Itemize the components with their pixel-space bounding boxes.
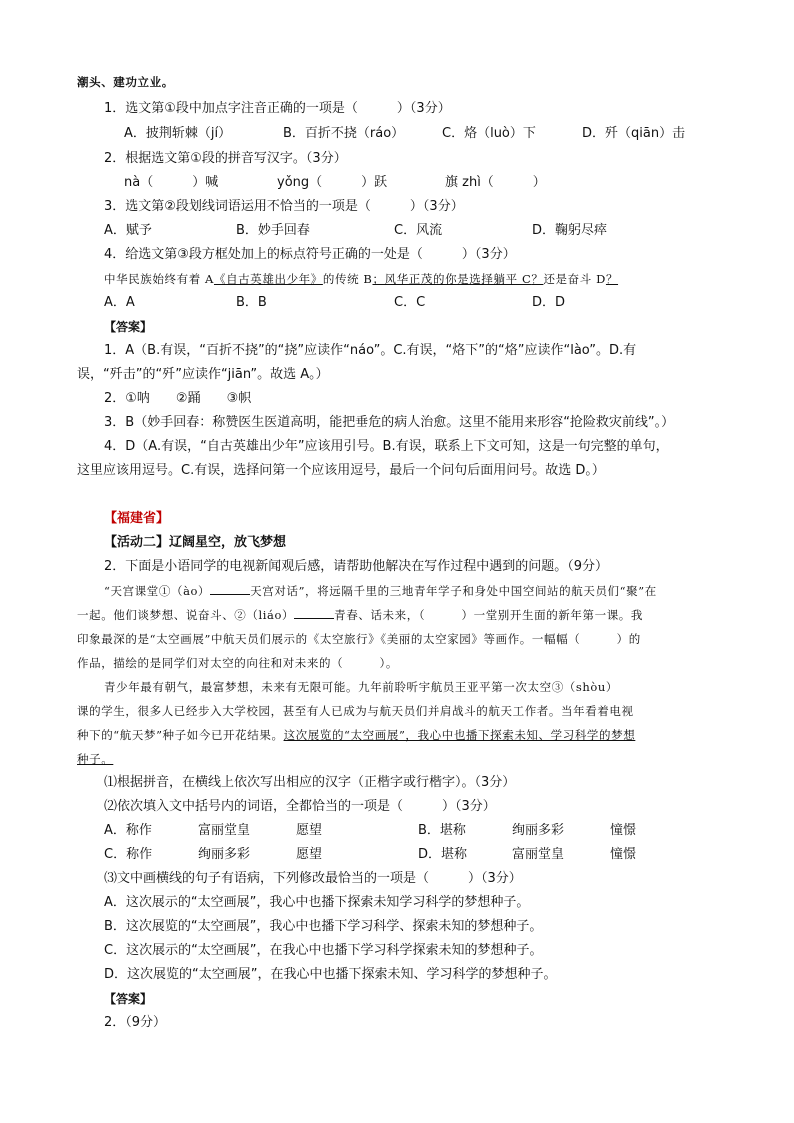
blank-1[interactable] [210, 582, 250, 595]
q1-option-c: C．烙（luò）下 [442, 126, 536, 141]
answer-3: 3．B（妙手回春：称赞医生医道高明，能把垂危的病人治愈。这里不能用来形容“抢险救灾前线”。） [104, 415, 675, 430]
passage-p2-line-2: 课的学生，很多人已经步入大学校园，甚至有人已成为与航天员们并肩战斗的航天工作者。当年看着电视 [77, 704, 634, 718]
option-c-1: C．称作 [104, 847, 153, 862]
underlined-sentence: 这次展览的“太空画展”，我心中也播下探索未知、学习科学的梦想 [283, 728, 636, 742]
q2-stem: 2．根据选文第①段的拼音写汉字。（3分） [104, 151, 347, 166]
q3-option-b: B．妙手回春 [236, 223, 310, 238]
option-b-2: 绚丽多彩 [512, 823, 565, 838]
q1-option-a: A．披荆斩棘（jí） [124, 126, 232, 141]
passage-p2-line-1: 青少年最有朝气，最富梦想，未来有无限可能。九年前聆听宇航员王亚平第一次太空③（shòu） [104, 680, 619, 694]
sub3-option-a: A．这次展示的“太空画展”，我心中也播下探索未知学习科学的梦想种子。 [104, 895, 530, 910]
q1-option-d: D．歼（qiān）击 [582, 126, 686, 141]
q1-stem: 1．选文第①段中加点字注音正确的一项是（ ）（3分） [104, 101, 451, 116]
option-c-2: 绚丽多彩 [198, 847, 251, 862]
q2-pinyin-3: 旗 zhì（ ） [445, 175, 546, 190]
passage-p1-line-4: 作品，描绘的是同学们对太空的向往和对未来的（ ）。 [77, 656, 398, 670]
passage-p1-line-3: 印象最深的是“太空画展”中航天员们展示的《太空旅行》《美丽的太空家园》等画作。一幅幅（ ）的 [77, 632, 641, 646]
top-line: 潮头、建功立业。 [77, 75, 174, 89]
province-heading: 【福建省】 [104, 511, 170, 526]
q2b-stem: 2．下面是小语同学的电视新闻观后感，请帮助他解决在写作过程中遇到的问题。（9分） [104, 559, 609, 574]
q3-option-d: D．鞠躬尽瘁 [532, 223, 608, 238]
sub-question-3: ⑶文中画横线的句子有语病，下列修改最恰当的一项是（ ）（3分） [104, 871, 522, 886]
answer-4-line-2: 这里应该用逗号。C.有误，选择问第一个应该用逗号，最后一个问句后面用问号。故选 D。） [77, 463, 605, 478]
answer-1-line-2: 误，“歼击”的“歼”应读作“jiān”。故选 A。） [77, 367, 329, 382]
option-a-1: A．称作 [104, 823, 152, 838]
answer-2: 2．①呐 ②踊 ③帜 [104, 391, 252, 406]
answer-label-2: 【答案】 [104, 992, 153, 1006]
sub3-option-b: B．这次展览的“太空画展”，我心中也播下学习科学、探索未知的梦想种子。 [104, 919, 543, 934]
option-a-3: 愿望 [296, 823, 323, 838]
q3-option-c: C．风流 [394, 223, 443, 238]
passage-p2-line-4: 种子。 [77, 752, 114, 766]
activity-heading: 【活动二】辽阔星空，放飞梦想 [104, 535, 287, 550]
passage-p1-line-1: “天宫课堂①（ào） 天宫对话”，将远隔千里的三地青年学子和身处中国空间站的航天员们“聚”在 [104, 584, 657, 598]
blank-2[interactable] [294, 606, 334, 619]
q4-sentence: 中华民族始终有着 A《自古英雄出少年》的传统 B；风华正茂的你是选择躺平 C？还是奋斗 D？ [104, 272, 619, 286]
q2-pinyin-2: yǒng（ ）跃 [277, 175, 388, 190]
answer-4-line-1: 4．D（A.有误，“自古英雄出少年”应该用引号。B.有误，联系上下文可知，这是一句完整的单句， [104, 439, 669, 454]
passage-p1-line-2: 一起。他们谈梦想、说奋斗、②（liáo） 青春、话未来，（ ）一堂别开生面的新年第一课。我 [77, 608, 643, 622]
sub-question-1: ⑴根据拼音，在横线上依次写出相应的汉字（正楷字或行楷字）。（3分） [104, 775, 516, 790]
option-b-3: 憧憬 [610, 823, 637, 838]
sub3-option-c: C．这次展示的“太空画展”，在我心中也播下学习科学探索未知的梦想种子。 [104, 943, 543, 958]
q3-stem: 3．选文第②段划线词语运用不恰当的一项是（ ）（3分） [104, 199, 464, 214]
q4-option-a: A．A [104, 295, 135, 310]
q4-stem: 4．给选文第③段方框处加上的标点符号正确的一处是（ ）（3分） [104, 247, 516, 262]
answer-label-1: 【答案】 [104, 320, 153, 334]
q2-pinyin-1: nà（ ）喊 [124, 175, 219, 190]
q4-option-b: B．B [236, 295, 267, 310]
q3-option-a: A．赋予 [104, 223, 152, 238]
sub3-option-d: D．这次展览的“太空画展”，在我心中也播下探索未知、学习科学的梦想种子。 [104, 967, 557, 982]
option-c-3: 愿望 [296, 847, 323, 862]
answer-1-line-1: 1．A（B.有误，“百折不挠”的“挠”应读作“náo”。C.有误，“烙下”的“烙”应读作“lào”。D.有 [104, 343, 637, 358]
passage-p2-line-3: 种下的“航天梦”种子如今已开花结果。这次展览的“太空画展”，我心中也播下探索未知、学习科学的梦想 [77, 728, 636, 742]
q4-option-d: D．D [532, 295, 566, 310]
option-d-3: 憧憬 [610, 847, 637, 862]
sub-question-2: ⑵依次填入文中括号内的词语，全都恰当的一项是（ ）（3分） [104, 799, 496, 814]
q1-option-b: B．百折不挠（ráo） [283, 126, 405, 141]
option-d-1: D．堪称 [418, 847, 468, 862]
option-d-2: 富丽堂皇 [512, 847, 565, 862]
option-b-1: B．堪称 [418, 823, 466, 838]
option-a-2: 富丽堂皇 [198, 823, 251, 838]
q4-option-c: C．C [394, 295, 426, 310]
answer-start: 2．（9分） [104, 1015, 167, 1030]
